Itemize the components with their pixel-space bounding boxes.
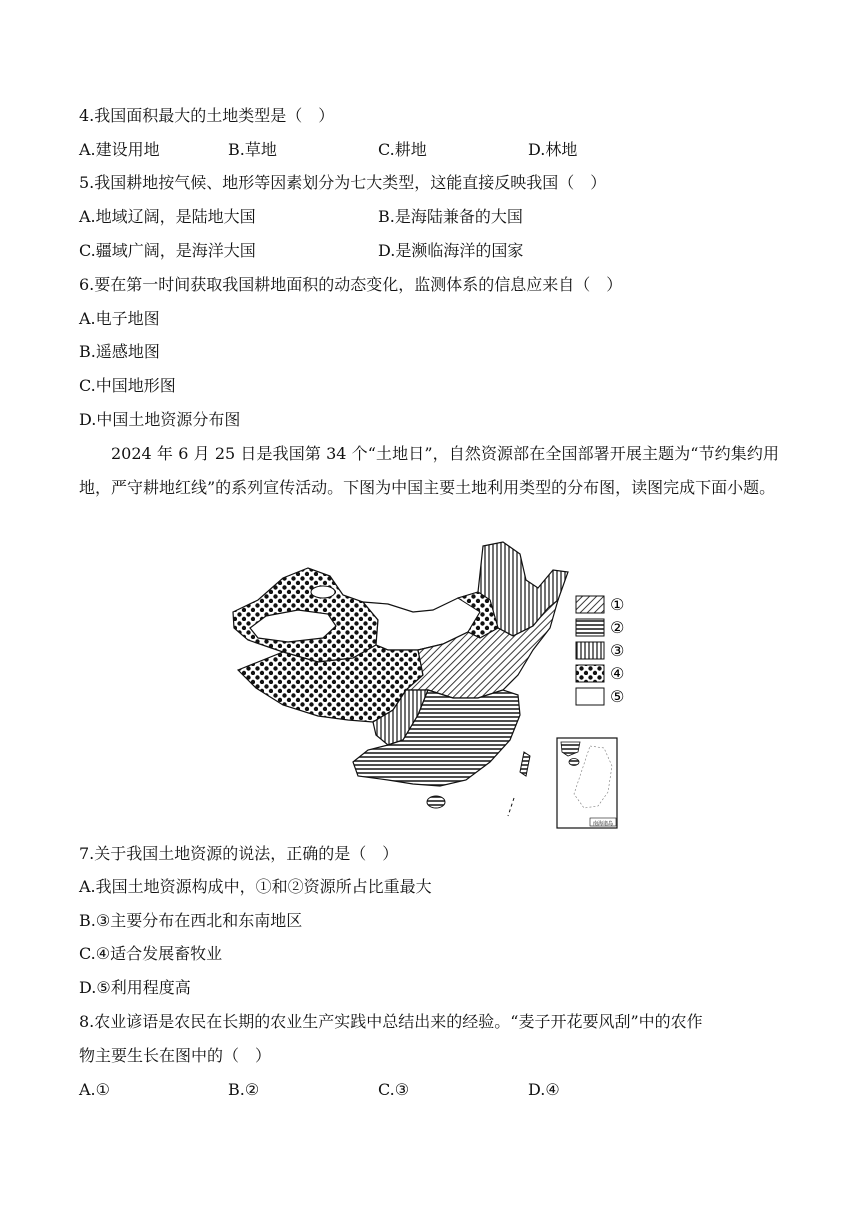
inset-label: 南海诸岛	[592, 821, 614, 827]
legend-swatch-4	[576, 665, 604, 682]
legend-label-3: ③	[610, 641, 625, 660]
q8-stem-line2: 物主要生长在图中的（ ）	[79, 1046, 272, 1065]
q6-option-a: A.电子地图	[79, 309, 160, 328]
legend-swatch-5	[576, 688, 604, 705]
q6-option-c: C.中国地形图	[79, 376, 176, 395]
q5-option-b: B.是海陆兼备的大国	[378, 207, 523, 226]
q8-option-c: C.③	[378, 1080, 410, 1099]
q8-stem-line1: 8.农业谚语是农民在长期的农业生产实践中总结出来的经验。“麦子开花要风刮”中的农作	[79, 1012, 703, 1031]
q8-option-a: A.①	[79, 1080, 110, 1099]
legend-swatch-1	[576, 596, 604, 613]
q4-option-d: D.林地	[528, 140, 578, 159]
q5-option-c: C.疆域广阔，是海洋大国	[79, 241, 256, 260]
south-sea-inset	[557, 738, 617, 828]
legend-swatch-2	[576, 619, 604, 636]
q7-option-c: C.④适合发展畜牧业	[79, 944, 223, 963]
q4-option-c: C.耕地	[378, 140, 427, 159]
reading-passage	[79, 437, 779, 505]
q4-option-b: B.草地	[228, 140, 277, 159]
q4-option-a: A.建设用地	[79, 140, 160, 159]
q6-stem: 6.要在第一时间获取我国耕地面积的动态变化，监测体系的信息应来自（ ）	[79, 275, 623, 294]
land-use-map-figure	[228, 540, 628, 832]
q6-option-d: D.中国土地资源分布图	[79, 410, 241, 429]
dash-line	[508, 798, 514, 816]
q7-option-d: D.⑤利用程度高	[79, 978, 191, 997]
q7-option-a: A.我国土地资源构成中，①和②资源所占比重最大	[79, 877, 432, 896]
island-taiwan	[520, 752, 530, 776]
q5-option-a: A.地域辽阔，是陆地大国	[79, 207, 256, 226]
q8-option-d: D.④	[528, 1080, 560, 1099]
legend-label-1: ①	[610, 595, 625, 614]
legend-label-4: ④	[610, 664, 625, 683]
q5-stem: 5.我国耕地按气候、地形等因素划分为七大类型，这能直接反映我国（ ）	[79, 173, 607, 192]
q7-option-b: B.③主要分布在西北和东南地区	[79, 911, 303, 930]
legend-swatch-3	[576, 642, 604, 659]
q8-option-b: B.②	[228, 1080, 260, 1099]
q7-stem: 7.关于我国土地资源的说法，正确的是（ ）	[79, 844, 399, 863]
legend-label-2: ②	[610, 618, 625, 637]
q4-stem: 4.我国面积最大的土地类型是（ ）	[79, 106, 335, 125]
map-legend	[576, 595, 624, 706]
q5-option-d: D.是濒临海洋的国家	[378, 241, 524, 260]
passage-text: 2024 年 6 月 25 日是我国第 34 个“土地日”，自然资源部在全国部署开展主题为“节约集约用地，严守耕地红线”的系列宣传活动。下图为中国主要土地利用类型的分布图，读图完成下面小题。	[79, 444, 779, 497]
island-hainan	[427, 796, 445, 808]
region-small-white	[311, 586, 335, 598]
legend-label-5: ⑤	[610, 687, 625, 706]
q6-option-b: B.遥感地图	[79, 342, 160, 361]
